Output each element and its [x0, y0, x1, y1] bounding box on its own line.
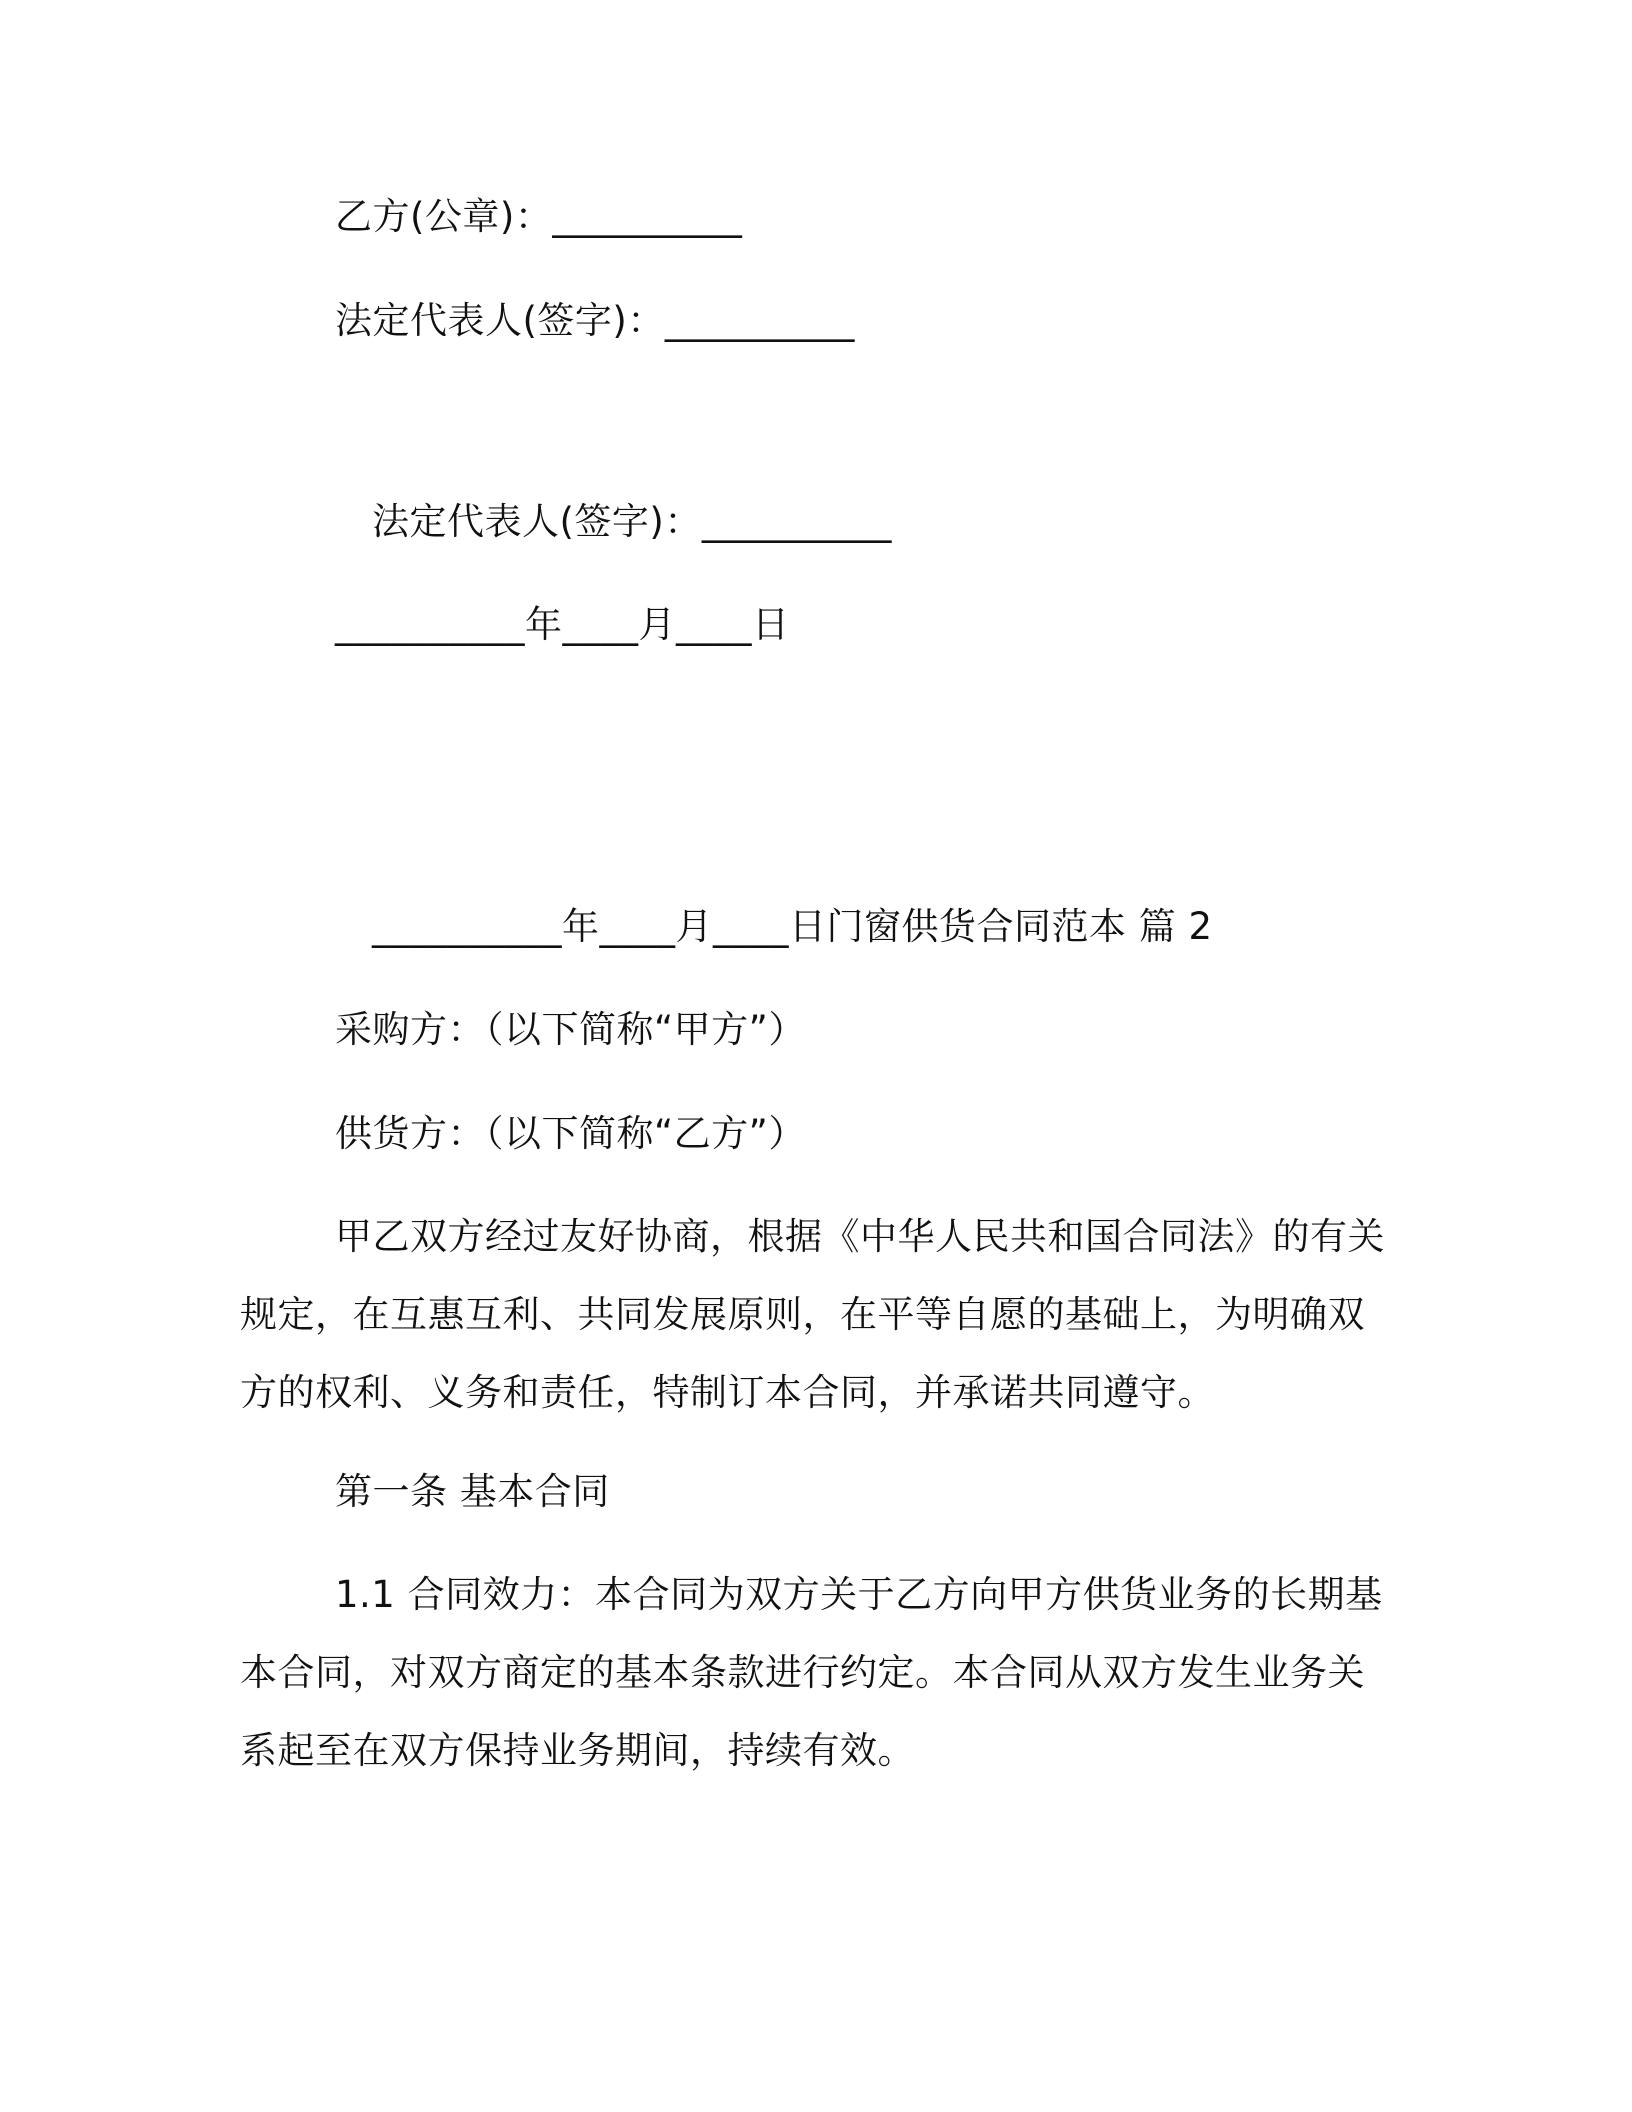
preamble-line: 甲乙双方经过友好协商，根据《中华人民共和国合同法》的有关 — [335, 1215, 1385, 1258]
legal-rep-signature-line-2: 法定代表人(签字)：__________ — [372, 500, 892, 543]
clause-line: 系起至在双方保持业务期间，持续有效。 — [240, 1729, 915, 1772]
clause-line: 1.1 合同效力：本合同为双方关于乙方向甲方供货业务的长期基 — [335, 1573, 1383, 1616]
date-line: __________年____月____日 — [335, 603, 790, 646]
party-b-seal-line: 乙方(公章)：__________ — [335, 195, 743, 238]
buyer-party-line: 采购方：（以下简称“甲方”） — [335, 1008, 806, 1051]
article-1-title: 第一条 基本合同 — [335, 1470, 610, 1513]
legal-rep-signature-line: 法定代表人(签字)：__________ — [335, 299, 855, 342]
preamble-paragraph — [240, 1198, 1400, 1432]
clause-1-1-paragraph — [240, 1556, 1400, 1790]
contract-heading: __________年____月____日门窗供货合同范本 篇 2 — [372, 905, 1213, 948]
preamble-line: 方的权利、义务和责任，特制订本合同，并承诺共同遵守。 — [240, 1371, 1215, 1414]
supplier-party-line: 供货方：（以下简称“乙方”） — [335, 1112, 806, 1155]
preamble-line: 规定，在互惠互利、共同发展原则，在平等自愿的基础上，为明确双 — [240, 1293, 1365, 1336]
clause-line: 本合同，对双方商定的基本条款进行约定。本合同从双方发生业务关 — [240, 1651, 1365, 1694]
